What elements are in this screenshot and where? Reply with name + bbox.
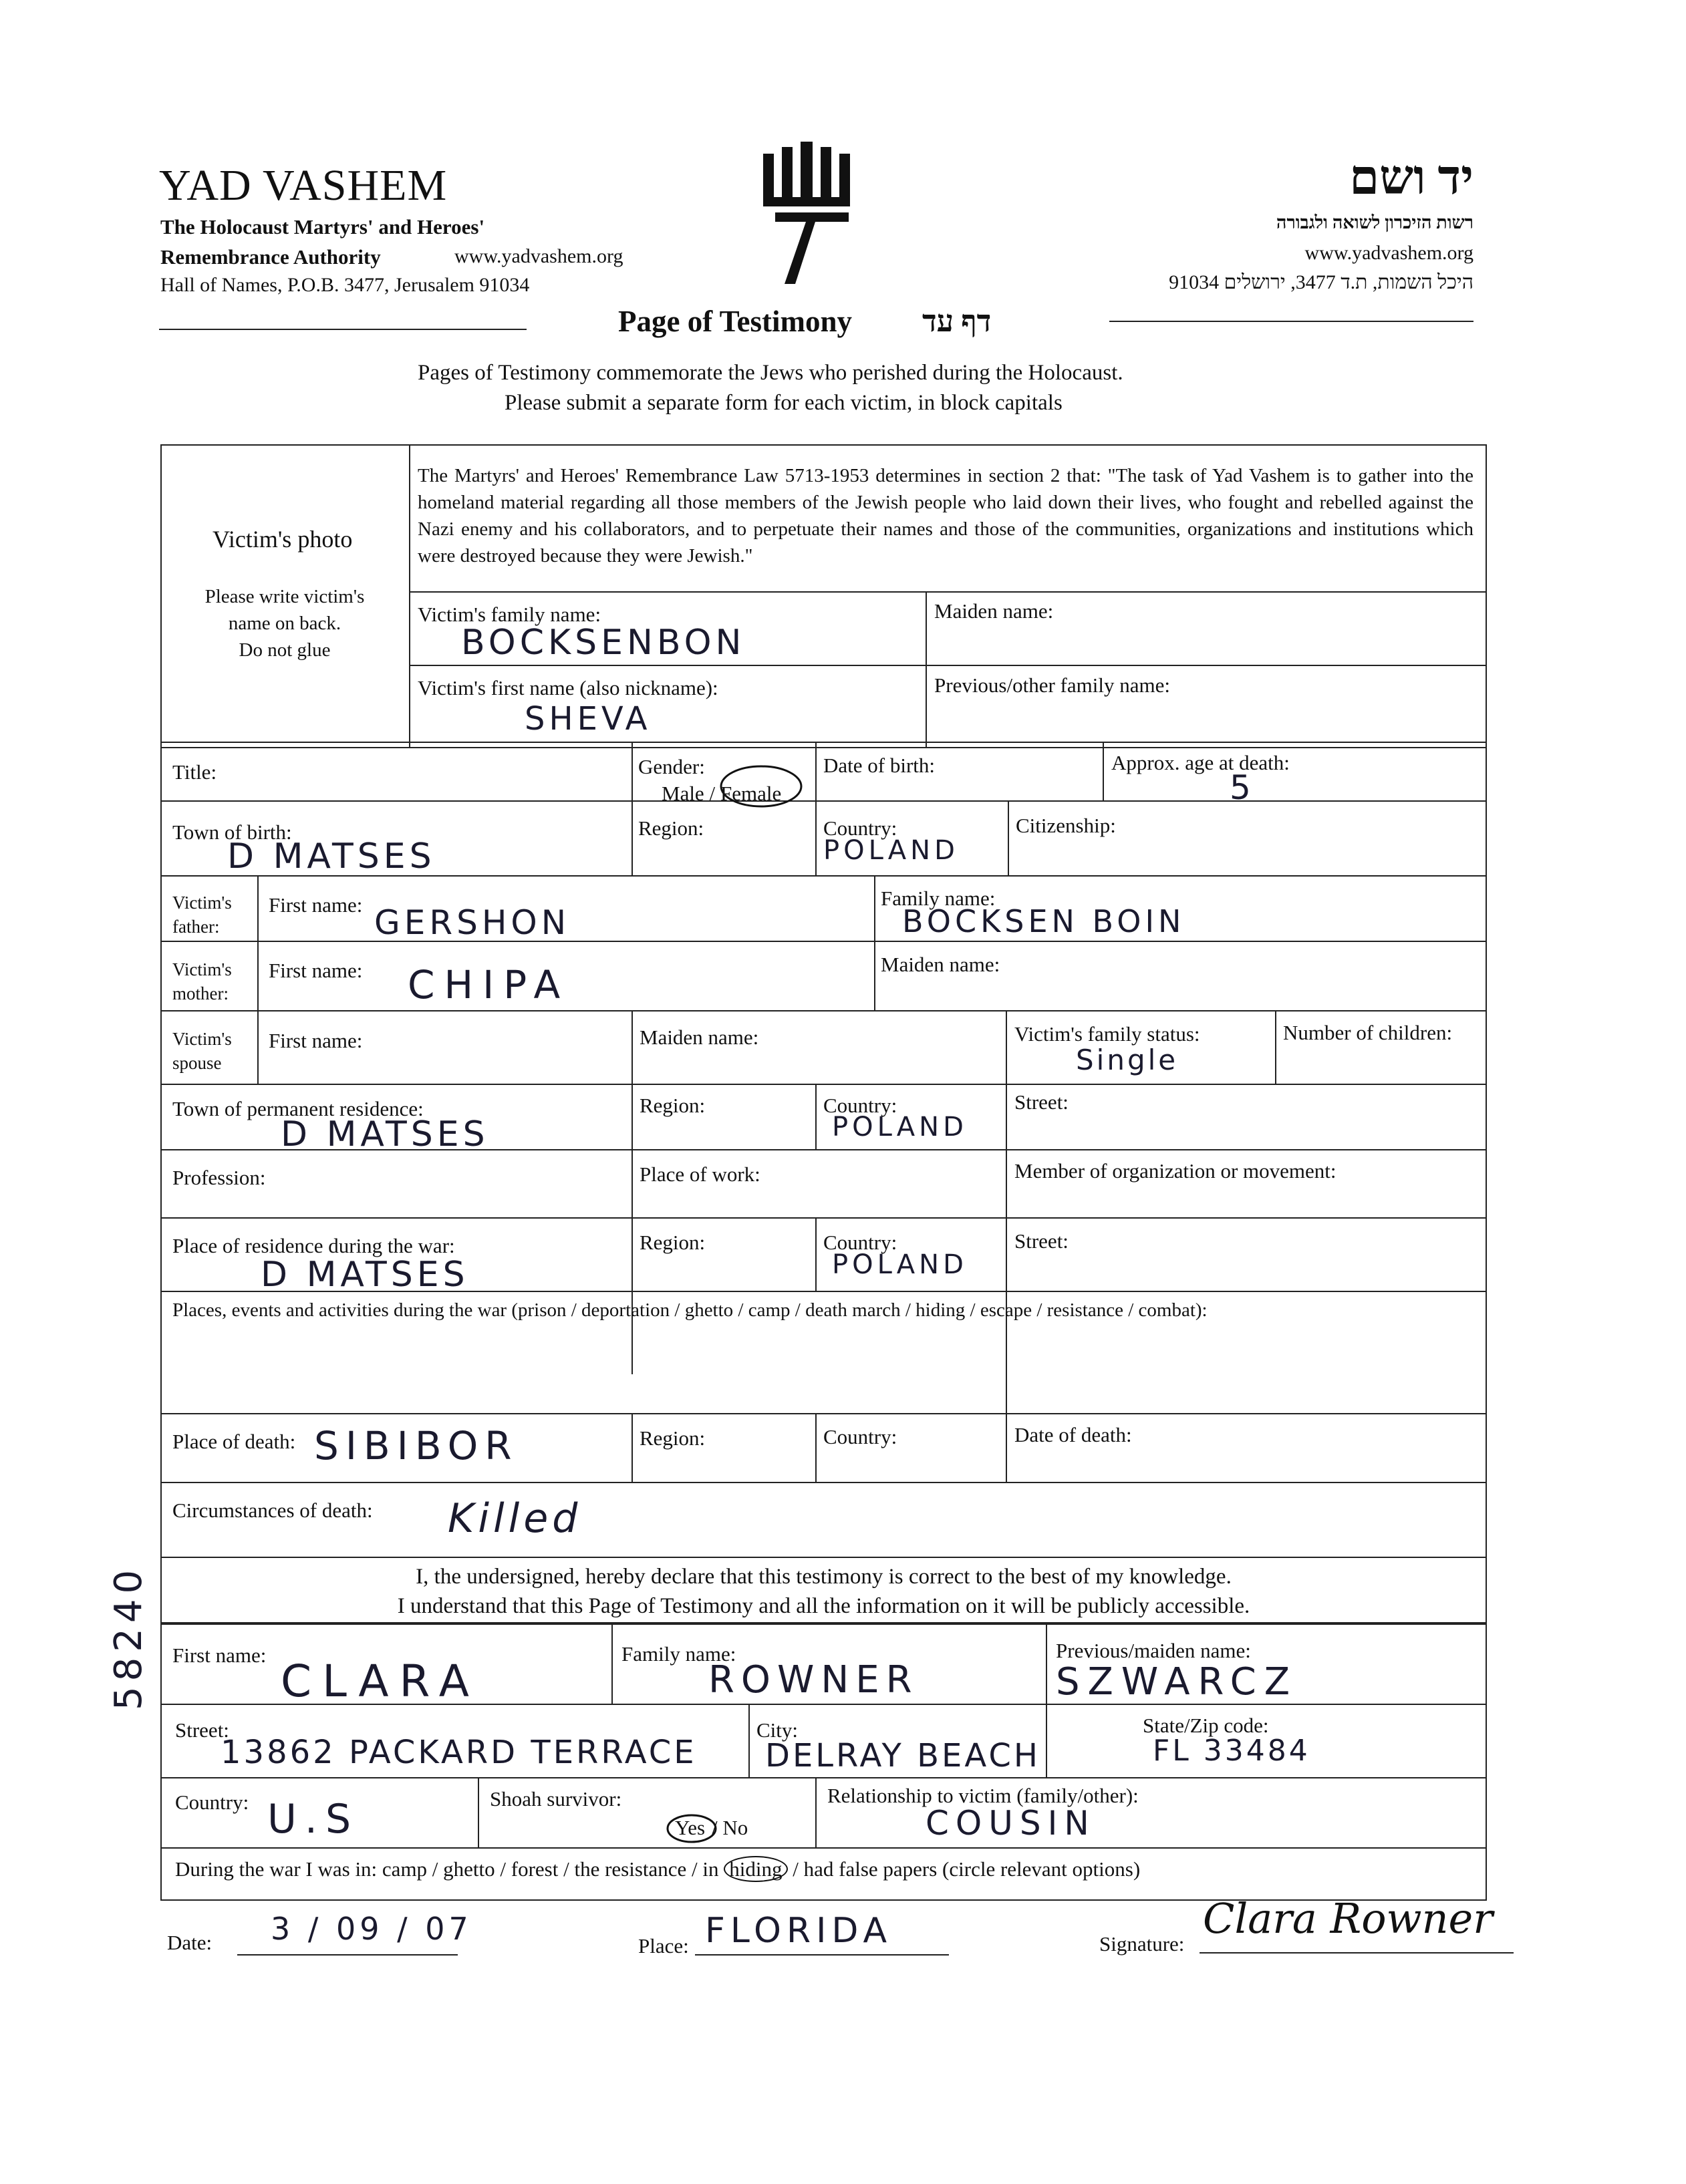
spouse-victims-label: Victim's: [172, 1029, 232, 1049]
birth-region-label: Region:: [638, 816, 704, 840]
photo-note3: Do not glue: [239, 639, 331, 661]
org-line1: The Holocaust Martyrs' and Heroes': [160, 215, 485, 239]
mother-victims-label: Victim's: [172, 959, 232, 979]
place-label: Place:: [638, 1934, 689, 1958]
shoah-survivor-label: Shoah survivor:: [490, 1787, 622, 1811]
father-victims-label: Victim's: [172, 893, 232, 913]
submitter-signature: Clara Rowner: [1203, 1894, 1493, 1943]
war-country-label: Country:: [823, 1231, 897, 1254]
margin-number: 58240: [107, 1564, 150, 1710]
submitter-first-name: CLARA: [281, 1656, 480, 1707]
age-at-death-label: Approx. age at death:: [1111, 751, 1290, 774]
birth-country-label: Country:: [823, 816, 897, 840]
place-of-work-label: Place of work:: [640, 1162, 760, 1186]
submitter-country: U.S: [267, 1796, 360, 1843]
submitter-place: FLORIDA: [705, 1911, 893, 1951]
photo-label: Victim's photo: [213, 526, 353, 553]
submitter-first-name-label: First name:: [172, 1644, 267, 1667]
survivor-no-option: / No: [712, 1816, 748, 1839]
citizenship-label: Citizenship:: [1016, 814, 1116, 837]
place-of-death-label: Place of death:: [172, 1430, 296, 1453]
victim-war-country: POLAND: [832, 1249, 968, 1280]
spouse-first-name-label: First name:: [269, 1029, 363, 1052]
title-label: Title:: [172, 760, 217, 784]
war-residence-label: Place of residence during the war:: [172, 1234, 455, 1257]
submitter-date: 3 / 09 / 07: [271, 1911, 472, 1947]
victim-circumstances: Killed: [448, 1495, 582, 1542]
submitter-family-name-label: Family name:: [621, 1642, 736, 1666]
victim-war-town: D MATSES: [261, 1255, 469, 1295]
submitter-family-name: ROWNER: [708, 1658, 919, 1702]
during-war-line: [175, 1857, 1140, 1881]
gender-female-option: Female: [720, 782, 782, 805]
org-website: www.yadvashem.org: [454, 245, 623, 267]
victim-perm-country: POLAND: [832, 1112, 968, 1142]
during-war-text-b: / had false papers (circle relevant options): [787, 1857, 1141, 1881]
photo-note2: name on back.: [228, 613, 341, 634]
declaration-line2: I understand that this Page of Testimony and all the information on it will be publicly accessible.: [397, 1594, 1250, 1618]
mother-maiden-name-label: Maiden name:: [881, 953, 1000, 976]
hebrew-name: יד ושם: [1349, 151, 1473, 204]
submitter-state-zip-label: State/Zip code:: [1143, 1714, 1269, 1737]
victim-town-of-birth: D MATSES: [227, 836, 436, 877]
victim-first-name: SHEVA: [525, 700, 652, 738]
submitter-street: 13862 PACKARD TERRACE: [221, 1734, 697, 1771]
declaration-line1: I, the undersigned, hereby declare that this testimony is correct to the best of my knowledge.: [416, 1565, 1232, 1589]
victim-family-status: Single: [1076, 1044, 1179, 1076]
submitter-city-label: City:: [756, 1718, 799, 1742]
relationship-label: Relationship to victim (family/other):: [827, 1784, 1139, 1807]
victim-family-name: BOCKSENBON: [461, 623, 746, 663]
female-circle-mark: [718, 763, 805, 810]
submitter-city: DELRAY BEACH: [765, 1737, 1040, 1774]
profession-label: Profession:: [172, 1166, 266, 1189]
perm-country-label: Country:: [823, 1094, 897, 1117]
spouse-maiden-name-label: Maiden name:: [640, 1026, 759, 1049]
victim-place-of-death: SIBIBOR: [314, 1423, 519, 1468]
org-line2: Remembrance Authority: [160, 245, 381, 269]
org-address: Hall of Names, P.O.B. 3477, Jerusalem 91034: [160, 274, 530, 296]
page-title: Page of Testimony: [618, 305, 853, 338]
dob-label: Date of birth:: [823, 754, 936, 777]
date-of-death-label: Date of death:: [1014, 1423, 1132, 1446]
war-street-label: Street:: [1014, 1229, 1069, 1253]
mother-first-name-label: First name:: [269, 959, 363, 982]
during-war-text-a: During the war I was in: camp / ghetto / forest / the resistance / in: [175, 1857, 724, 1881]
victim-birth-country: POLAND: [823, 835, 959, 866]
intro-line2: Please submit a separate form for each victim, in block capitals: [505, 391, 1063, 415]
hebrew-line1: רשות הזיכרון לשואה ולגבורה: [1276, 212, 1473, 232]
submitter-prev-maiden-label: Previous/maiden name:: [1056, 1639, 1251, 1662]
father-first-name-label: First name:: [269, 893, 363, 917]
death-region-label: Region:: [640, 1426, 706, 1450]
date-label: Date:: [167, 1931, 213, 1954]
war-region-label: Region:: [640, 1231, 706, 1254]
num-children-label: Number of children:: [1283, 1021, 1453, 1044]
family-status-label: Victim's family status:: [1014, 1022, 1200, 1046]
submitter-street-label: Street:: [175, 1718, 229, 1742]
town-of-birth-label: Town of birth:: [172, 820, 292, 844]
hebrew-address: היכל השמות, ת.ד 3477, ירושלים 91034: [1169, 271, 1473, 293]
submitter-relationship: COUSIN: [926, 1804, 1096, 1843]
during-war-hiding-option: hiding: [724, 1856, 787, 1882]
submitter-state-zip: FL 33484: [1153, 1734, 1310, 1768]
photo-note1: Please write victim's: [204, 586, 365, 607]
hebrew-website: www.yadvashem.org: [1304, 242, 1473, 264]
family-name-label: Victim's family name:: [418, 603, 601, 626]
perm-street-label: Street:: [1014, 1090, 1069, 1114]
law-text: The Martyrs' and Heroes' Remembrance Law 5713-1953 determines in section 2 that: "The task of Yad Vashem is to gather into the homeland material regarding all those members of the Jewish people who laid down their lives, who fought and rebelled against the Nazi enemy and his collaborators, and to perpetuate their names and those of the communities, organizations and institutions which were destroyed because they were Jewish.": [418, 465, 1473, 567]
spouse-label: spouse: [172, 1053, 222, 1073]
father-first-name: GERSHON: [374, 903, 571, 942]
father-family-name-label: Family name:: [881, 887, 996, 910]
submitter-maiden-name: SZWARCZ: [1056, 1660, 1298, 1704]
death-country-label: Country:: [823, 1425, 897, 1448]
gender-options: Male /: [662, 782, 716, 805]
org-name: YAD VASHEM: [159, 161, 448, 210]
maiden-name-label: Maiden name:: [934, 599, 1054, 623]
victim-age-at-death: 5: [1230, 768, 1255, 807]
mother-label: mother:: [172, 983, 229, 1003]
circumstances-label: Circumstances of death:: [172, 1499, 373, 1522]
signature-label: Signature:: [1099, 1932, 1185, 1956]
father-family-name: BOCKSEN BOIN: [902, 903, 1185, 939]
yad-vashem-logo: [748, 134, 875, 287]
prev-family-name-label: Previous/other family name:: [934, 673, 1170, 697]
member-org-label: Member of organization or movement:: [1014, 1159, 1337, 1183]
father-label: father:: [172, 917, 220, 937]
perm-town-label: Town of permanent residence:: [172, 1097, 424, 1120]
survivor-yes-option: Yes: [675, 1816, 706, 1839]
intro-line1: Pages of Testimony commemorate the Jews who perished during the Holocaust.: [418, 361, 1123, 385]
gender-label: Gender:: [638, 755, 705, 778]
places-events-label: Places, events and activities during the war (prison / deportation / ghetto / camp / death march / hiding / escape / resistance / combat):: [172, 1299, 1208, 1321]
perm-region-label: Region:: [640, 1094, 706, 1117]
victim-perm-town: D MATSES: [281, 1114, 489, 1154]
page-title-hebrew: דף עד: [922, 305, 992, 338]
mother-first-name: CHIPA: [408, 962, 570, 1007]
submitter-country-label: Country:: [175, 1790, 249, 1814]
first-name-label: Victim's first name (also nickname):: [418, 676, 718, 699]
yes-circle-mark: [665, 1812, 718, 1845]
